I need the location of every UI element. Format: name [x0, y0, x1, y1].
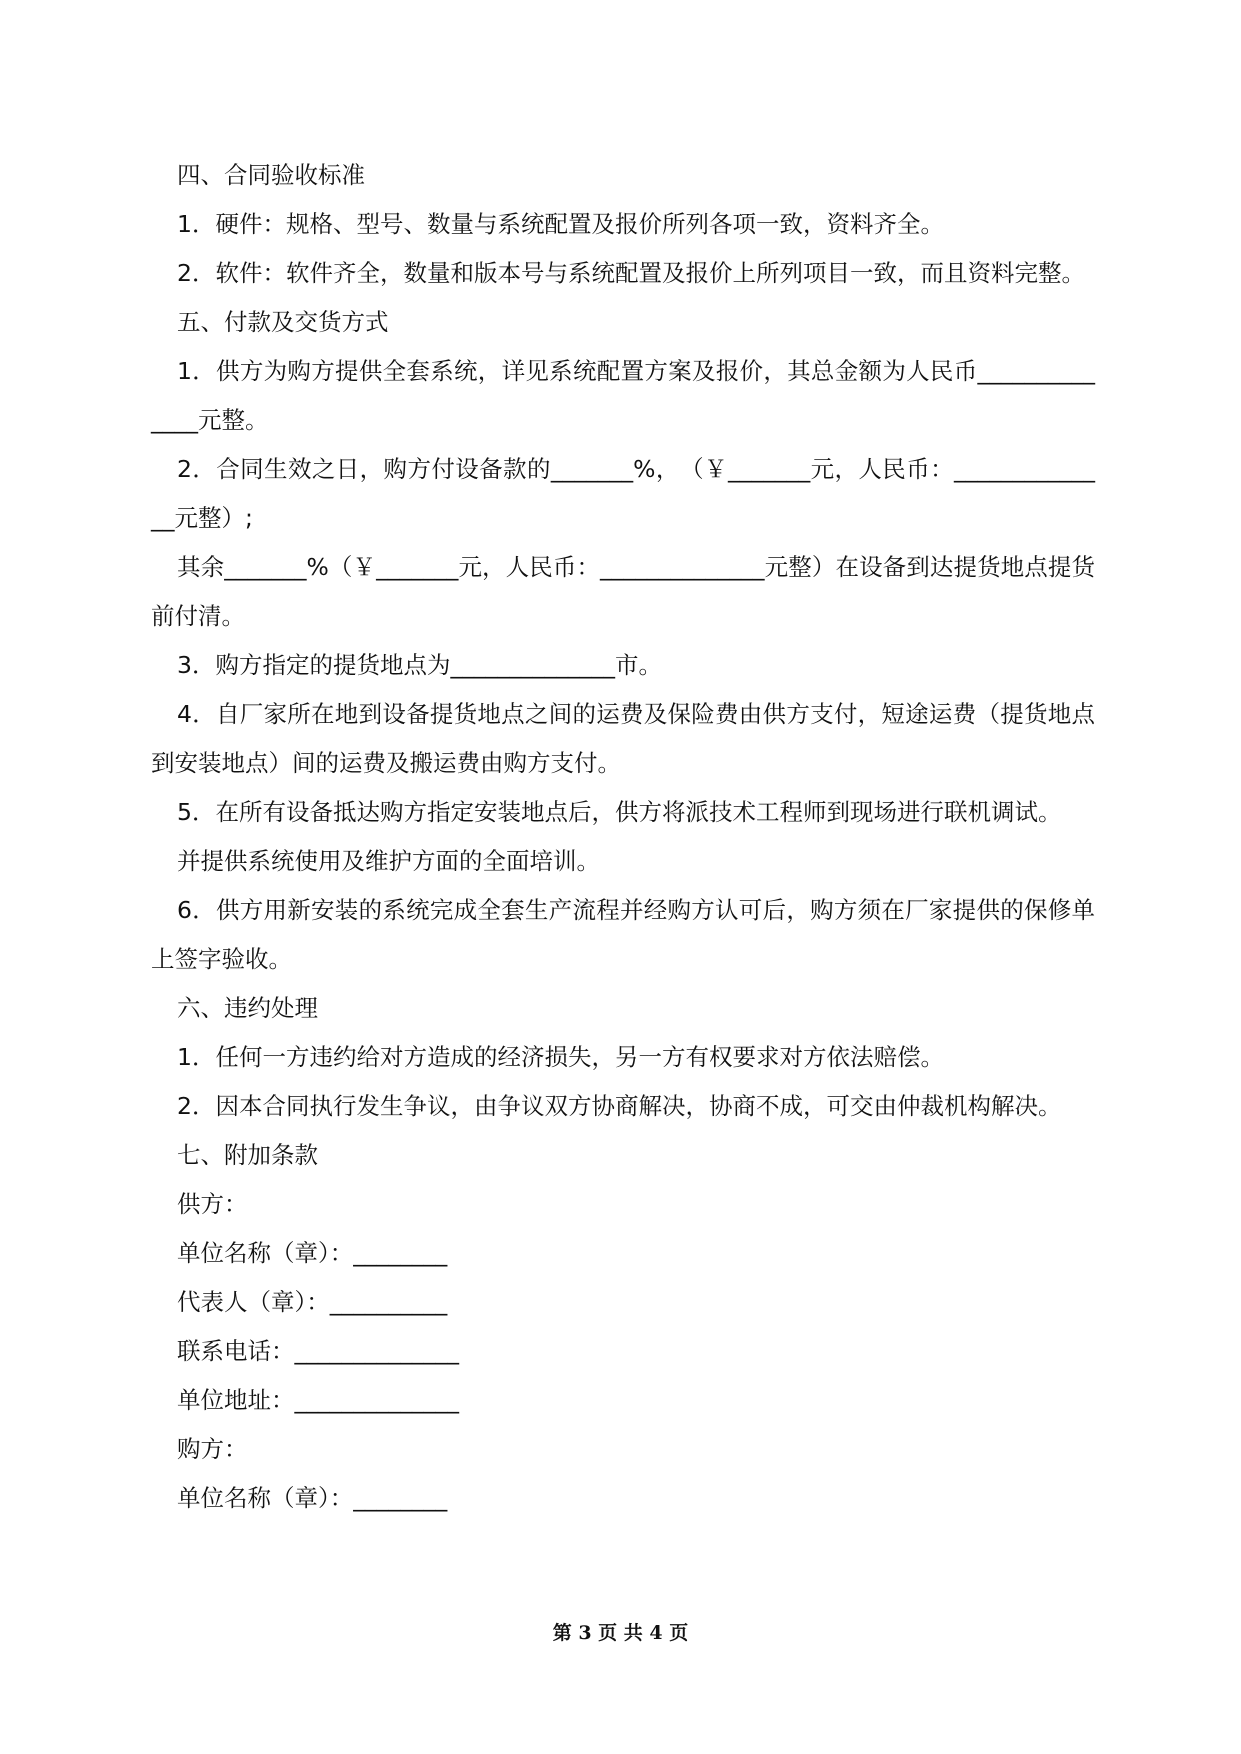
buyer-unit-name: 单位名称（章）：________	[177, 1484, 448, 1512]
paragraph-freight: 4．自厂家所在地到设备提货地点之间的运费及保险费由供方支付，短途运费（提货地点到安装地点）间的运费及搬运费由购方支付。	[151, 700, 1095, 777]
paragraph-hardware: 1．硬件：规格、型号、数量与系统配置及报价所列各项一致，资料齐全。	[177, 210, 944, 238]
paragraph-training: 并提供系统使用及维护方面的全面培训。	[177, 847, 600, 875]
supplier-unit-name: 单位名称（章）：________	[177, 1239, 448, 1267]
paragraph-installation: 5．在所有设备抵达购方指定安装地点后，供方将派技术工程师到现场进行联机调试。	[177, 798, 1062, 826]
supplier-representative: 代表人（章）：__________	[177, 1288, 448, 1316]
paragraph-dispute: 2．因本合同执行发生争议，由争议双方协商解决，协商不成，可交由仲裁机构解决。	[177, 1092, 1062, 1120]
paragraph-remaining-payment: 其余_______%（￥_______元，人民币：______________元整）在设备到达提货地点提货前付清。	[151, 553, 1095, 630]
buyer-heading: 购方：	[177, 1435, 248, 1463]
paragraph-pickup-location: 3．购方指定的提货地点为______________市。	[177, 651, 662, 679]
paragraph-compensation: 1．任何一方违约给对方造成的经济损失，另一方有权要求对方依法赔偿。	[177, 1043, 944, 1071]
paragraph-software: 2．软件：软件齐全，数量和版本号与系统配置及报价上所列项目一致，而且资料完整。	[177, 259, 1085, 287]
paragraph-down-payment: 2．合同生效之日，购方付设备款的_______%， （￥_______元，人民币：______________元整）;	[151, 455, 1095, 532]
paragraph-total-amount: 1．供方为购方提供全套系统，详见系统配置方案及报价，其总金额为人民币______________元整。	[151, 357, 1095, 434]
document-body	[151, 151, 1095, 1523]
paragraph-warranty-signoff: 6．供方用新安装的系统完成全套生产流程并经购方认可后，购方须在厂家提供的保修单上签字验收。	[151, 896, 1095, 973]
supplier-phone: 联系电话：______________	[177, 1337, 459, 1365]
section-heading-breach: 六、违约处理	[177, 994, 318, 1022]
section-heading-additional: 七、附加条款	[177, 1141, 318, 1169]
supplier-heading: 供方：	[177, 1190, 248, 1218]
section-heading-payment: 五、付款及交货方式	[177, 308, 389, 336]
supplier-address: 单位地址：______________	[177, 1386, 459, 1414]
section-heading-acceptance: 四、合同验收标准	[177, 161, 365, 189]
page-number-footer: 第 3 页 共 4 页	[552, 1622, 689, 1644]
